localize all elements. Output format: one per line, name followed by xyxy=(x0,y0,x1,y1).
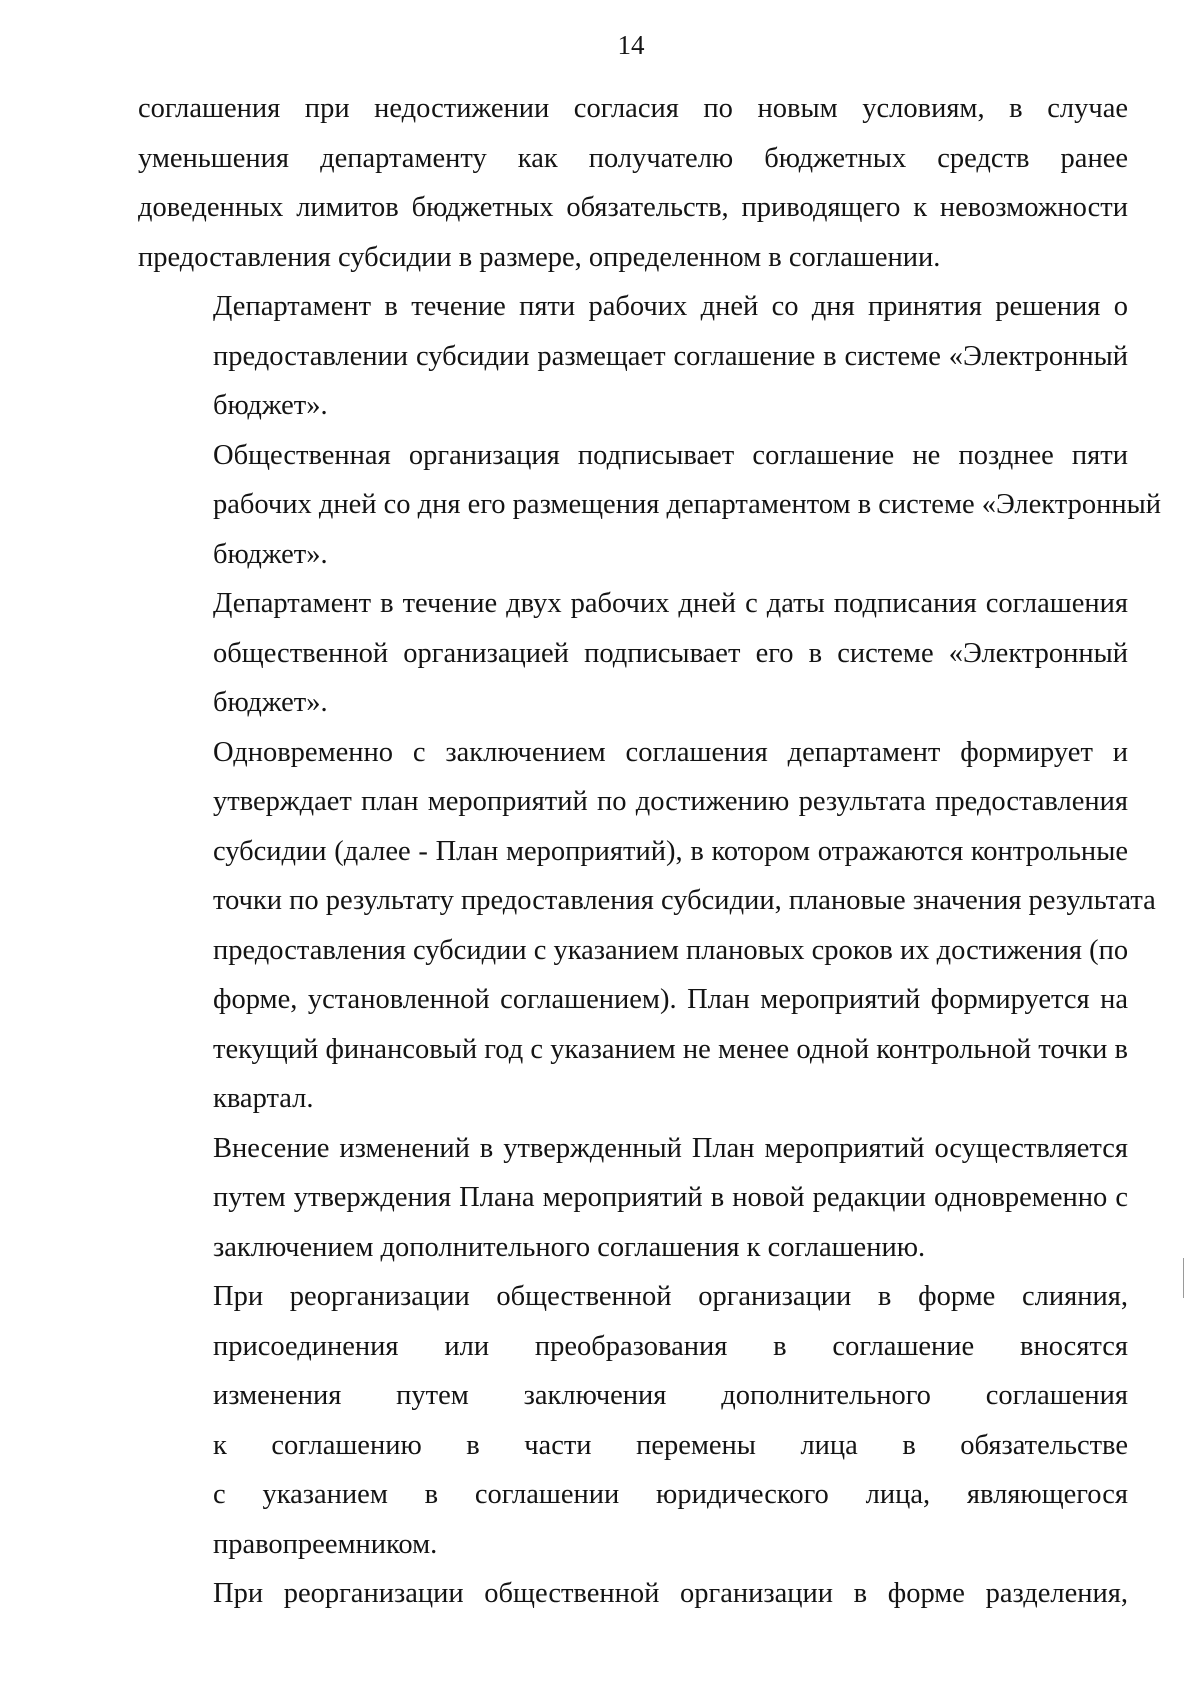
text-line: бюджет». xyxy=(213,687,328,718)
paragraph xyxy=(138,579,1128,728)
text-line: правопреемником. xyxy=(213,1528,438,1560)
text-line: к соглашению в части перемены лица в обязательстве xyxy=(213,1429,1128,1461)
text-line: квартал. xyxy=(213,1083,314,1114)
paragraph xyxy=(138,282,1128,431)
paragraph xyxy=(138,1272,1128,1569)
text-line: Внесение изменений в утвержденный План мероприятий осуществляется xyxy=(213,1132,1128,1164)
text-line: форме, установленной соглашением). План мероприятий формируется на xyxy=(213,984,1128,1015)
text-line: Департамент в течение двух рабочих дней с даты подписания соглашения xyxy=(213,588,1128,619)
paragraph xyxy=(138,431,1161,580)
document-body xyxy=(138,84,1161,1619)
text-line: заключением дополнительного соглашения к соглашению. xyxy=(213,1231,926,1263)
text-line: предоставлении субсидии размещает соглашение в системе «Электронный xyxy=(213,340,1128,372)
paragraph xyxy=(138,1569,1128,1619)
text-line: При реорганизации общественной организации в форме разделения, xyxy=(213,1578,1128,1609)
text-line: При реорганизации общественной организации в форме слияния, xyxy=(213,1281,1128,1312)
text-line: уменьшения департаменту как получателю бюджетных средств ранее xyxy=(138,142,1128,174)
text-line: точки по результату предоставления субсидии, плановые значения результата xyxy=(213,885,1156,916)
scan-margin-mark xyxy=(1183,1258,1184,1298)
text-line: с указанием в соглашении юридического лица, являющегося xyxy=(213,1479,1128,1510)
text-line: предоставления субсидии в размере, определенном в соглашении. xyxy=(138,241,941,273)
text-line: Одновременно с заключением соглашения департамент формирует и xyxy=(213,736,1128,768)
text-line: утверждает план мероприятий по достижению результата предоставления xyxy=(213,786,1128,817)
text-line: субсидии (далее - План мероприятий), в котором отражаются контрольные xyxy=(213,835,1128,867)
text-line: общественной организацией подписывает его в системе «Электронный xyxy=(213,637,1128,669)
paragraph xyxy=(138,84,1128,282)
text-line: бюджет». xyxy=(213,390,328,421)
text-line: предоставления субсидии с указанием плановых сроков их достижения (по xyxy=(213,934,1129,966)
text-line: доведенных лимитов бюджетных обязательств, приводящего к невозможности xyxy=(138,192,1128,223)
page-number: 14 xyxy=(617,30,645,60)
text-line: путем утверждения Плана мероприятий в новой редакции одновременно с xyxy=(213,1182,1128,1213)
paragraph xyxy=(138,728,1156,1124)
text-line: Департамент в течение пяти рабочих дней со дня принятия решения о xyxy=(213,291,1128,322)
text-line: Общественная организация подписывает соглашение не позднее пяти xyxy=(213,439,1128,471)
text-line: присоединения или преобразования в соглашение вносятся xyxy=(213,1330,1128,1362)
text-line: текущий финансовый год с указанием не менее одной контрольной точки в xyxy=(213,1033,1128,1065)
text-line: изменения путем заключения дополнительного соглашения xyxy=(213,1380,1128,1411)
paragraph xyxy=(138,1124,1128,1273)
text-line: рабочих дней со дня его размещения департаментом в системе «Электронный xyxy=(213,489,1161,520)
text-line: бюджет». xyxy=(213,538,328,570)
text-line: соглашения при недостижении согласия по новым условиям, в случае xyxy=(138,93,1128,124)
